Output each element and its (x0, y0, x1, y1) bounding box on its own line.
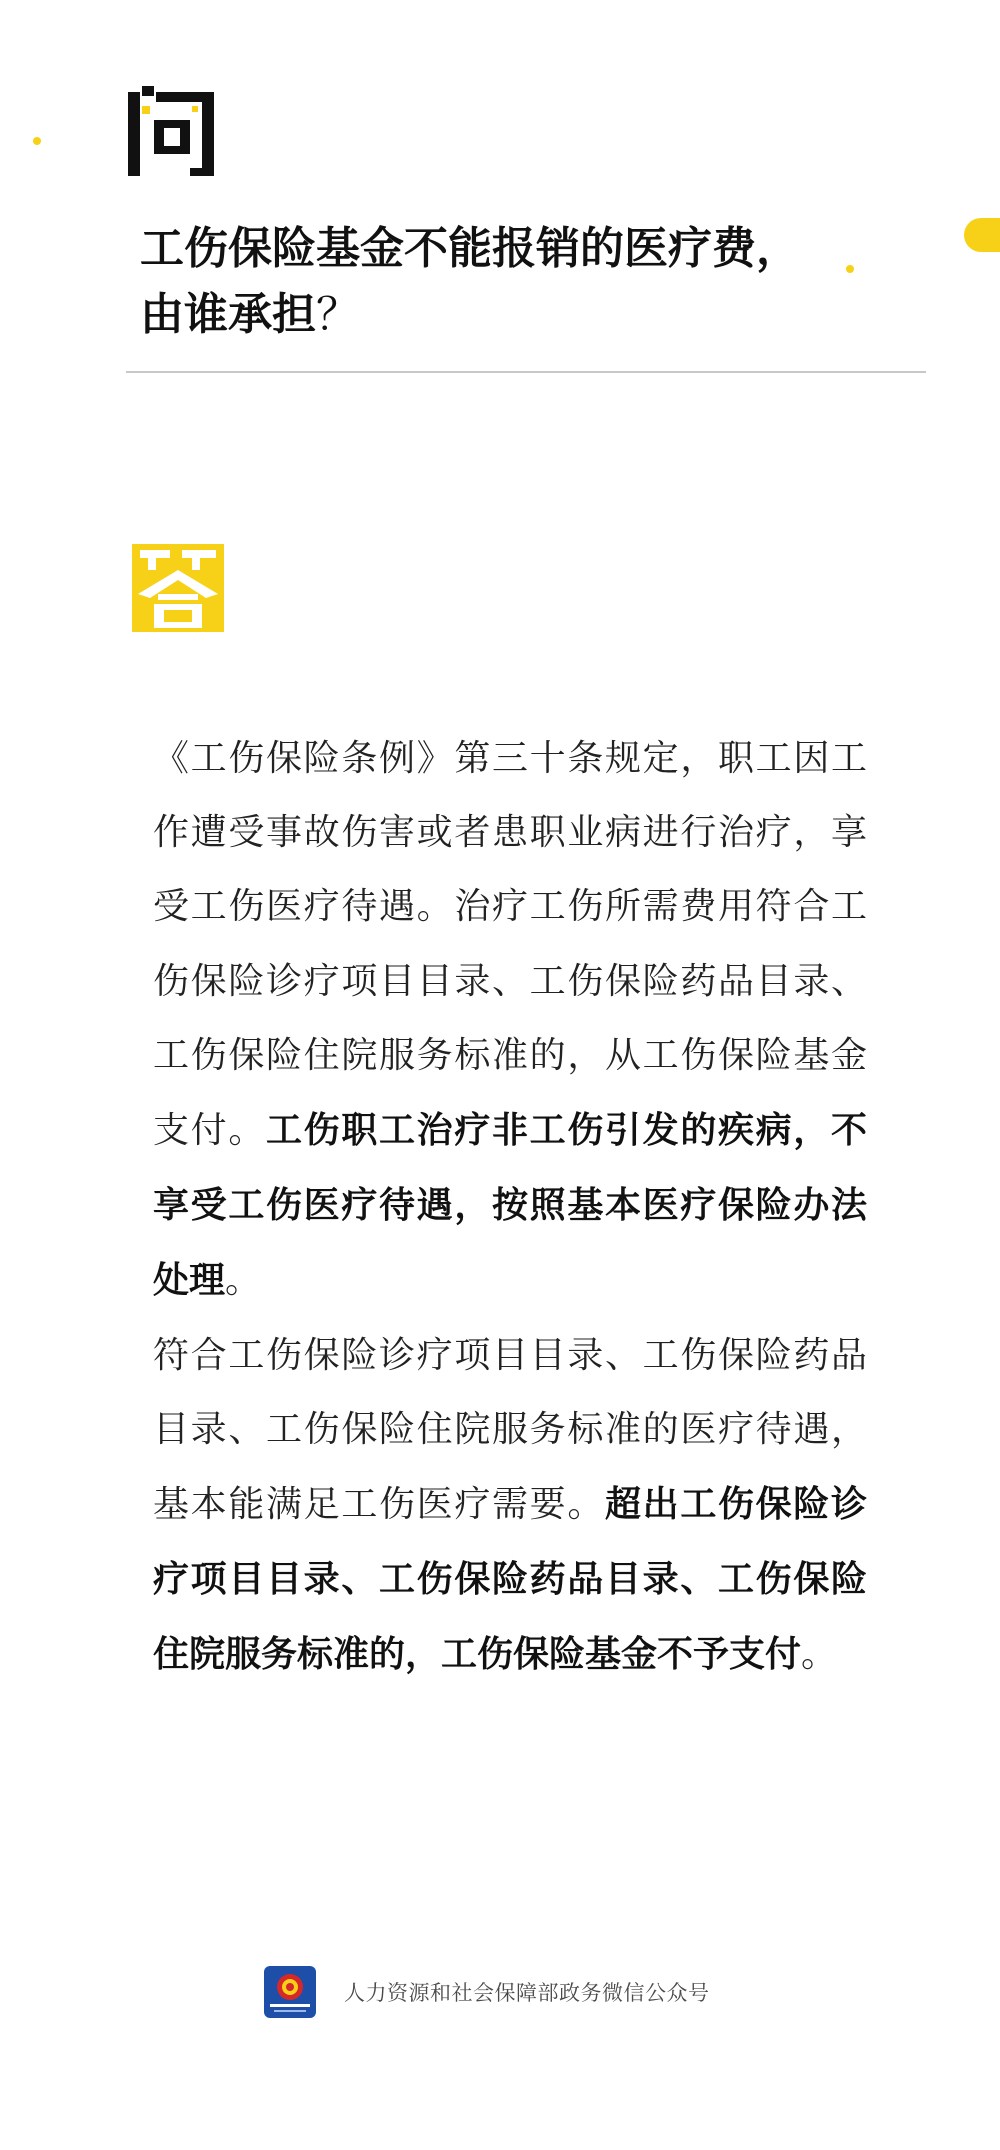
question-mark: ？ (316, 289, 360, 340)
answer-paragraph-1 (153, 722, 867, 1319)
answer-p1-end: 。 (225, 1260, 262, 1302)
question-line-2-text: 由谁承担 (140, 289, 316, 340)
question-title (140, 216, 860, 348)
answer-p1-text: 《工伤保险条例》第三十条规定，职工因工作遭受事故伤害或者患职业病进行治疗，享受工伤医疗待遇。治疗工伤所需费用符合工伤保险诊疗项目目录、工伤保险药品目录、工伤保险住院服务标准的，从工伤保险基金支付。 (153, 738, 867, 1152)
da-answer-icon (132, 544, 224, 632)
section-divider (126, 371, 926, 373)
answer-p2-end: 。 (801, 1634, 838, 1676)
answer-p2-emphasis: 超出工伤保险诊疗项目目录、工伤保险药品目录、工伤保险住院服务标准的，工伤保险基金不予支付 (153, 1483, 867, 1676)
decor-dot-left (33, 137, 41, 145)
answer-p1-emphasis: 工伤职工治疗非工伤引发的疾病，不享受工伤医疗待遇，按照基本医疗保险办法处理 (153, 1109, 867, 1302)
wen-question-icon (126, 86, 218, 178)
footer-account-name: 人力资源和社会保障部政务微信公众号 (344, 1981, 710, 2005)
question-line-2 (140, 282, 860, 348)
answer-body (153, 722, 867, 1693)
decor-dot-right (964, 218, 1000, 252)
answer-p2-text: 符合工伤保险诊疗项目目录、工伤保险药品目录、工伤保险住院服务标准的医疗待遇，基本能满足工伤医疗需要。 (153, 1334, 867, 1526)
answer-paragraph-2 (153, 1319, 867, 1693)
footer-brand (264, 1966, 710, 2018)
ministry-emblem-icon (264, 1966, 316, 2018)
question-line-1: 工伤保险基金不能报销的医疗费， (140, 223, 800, 274)
